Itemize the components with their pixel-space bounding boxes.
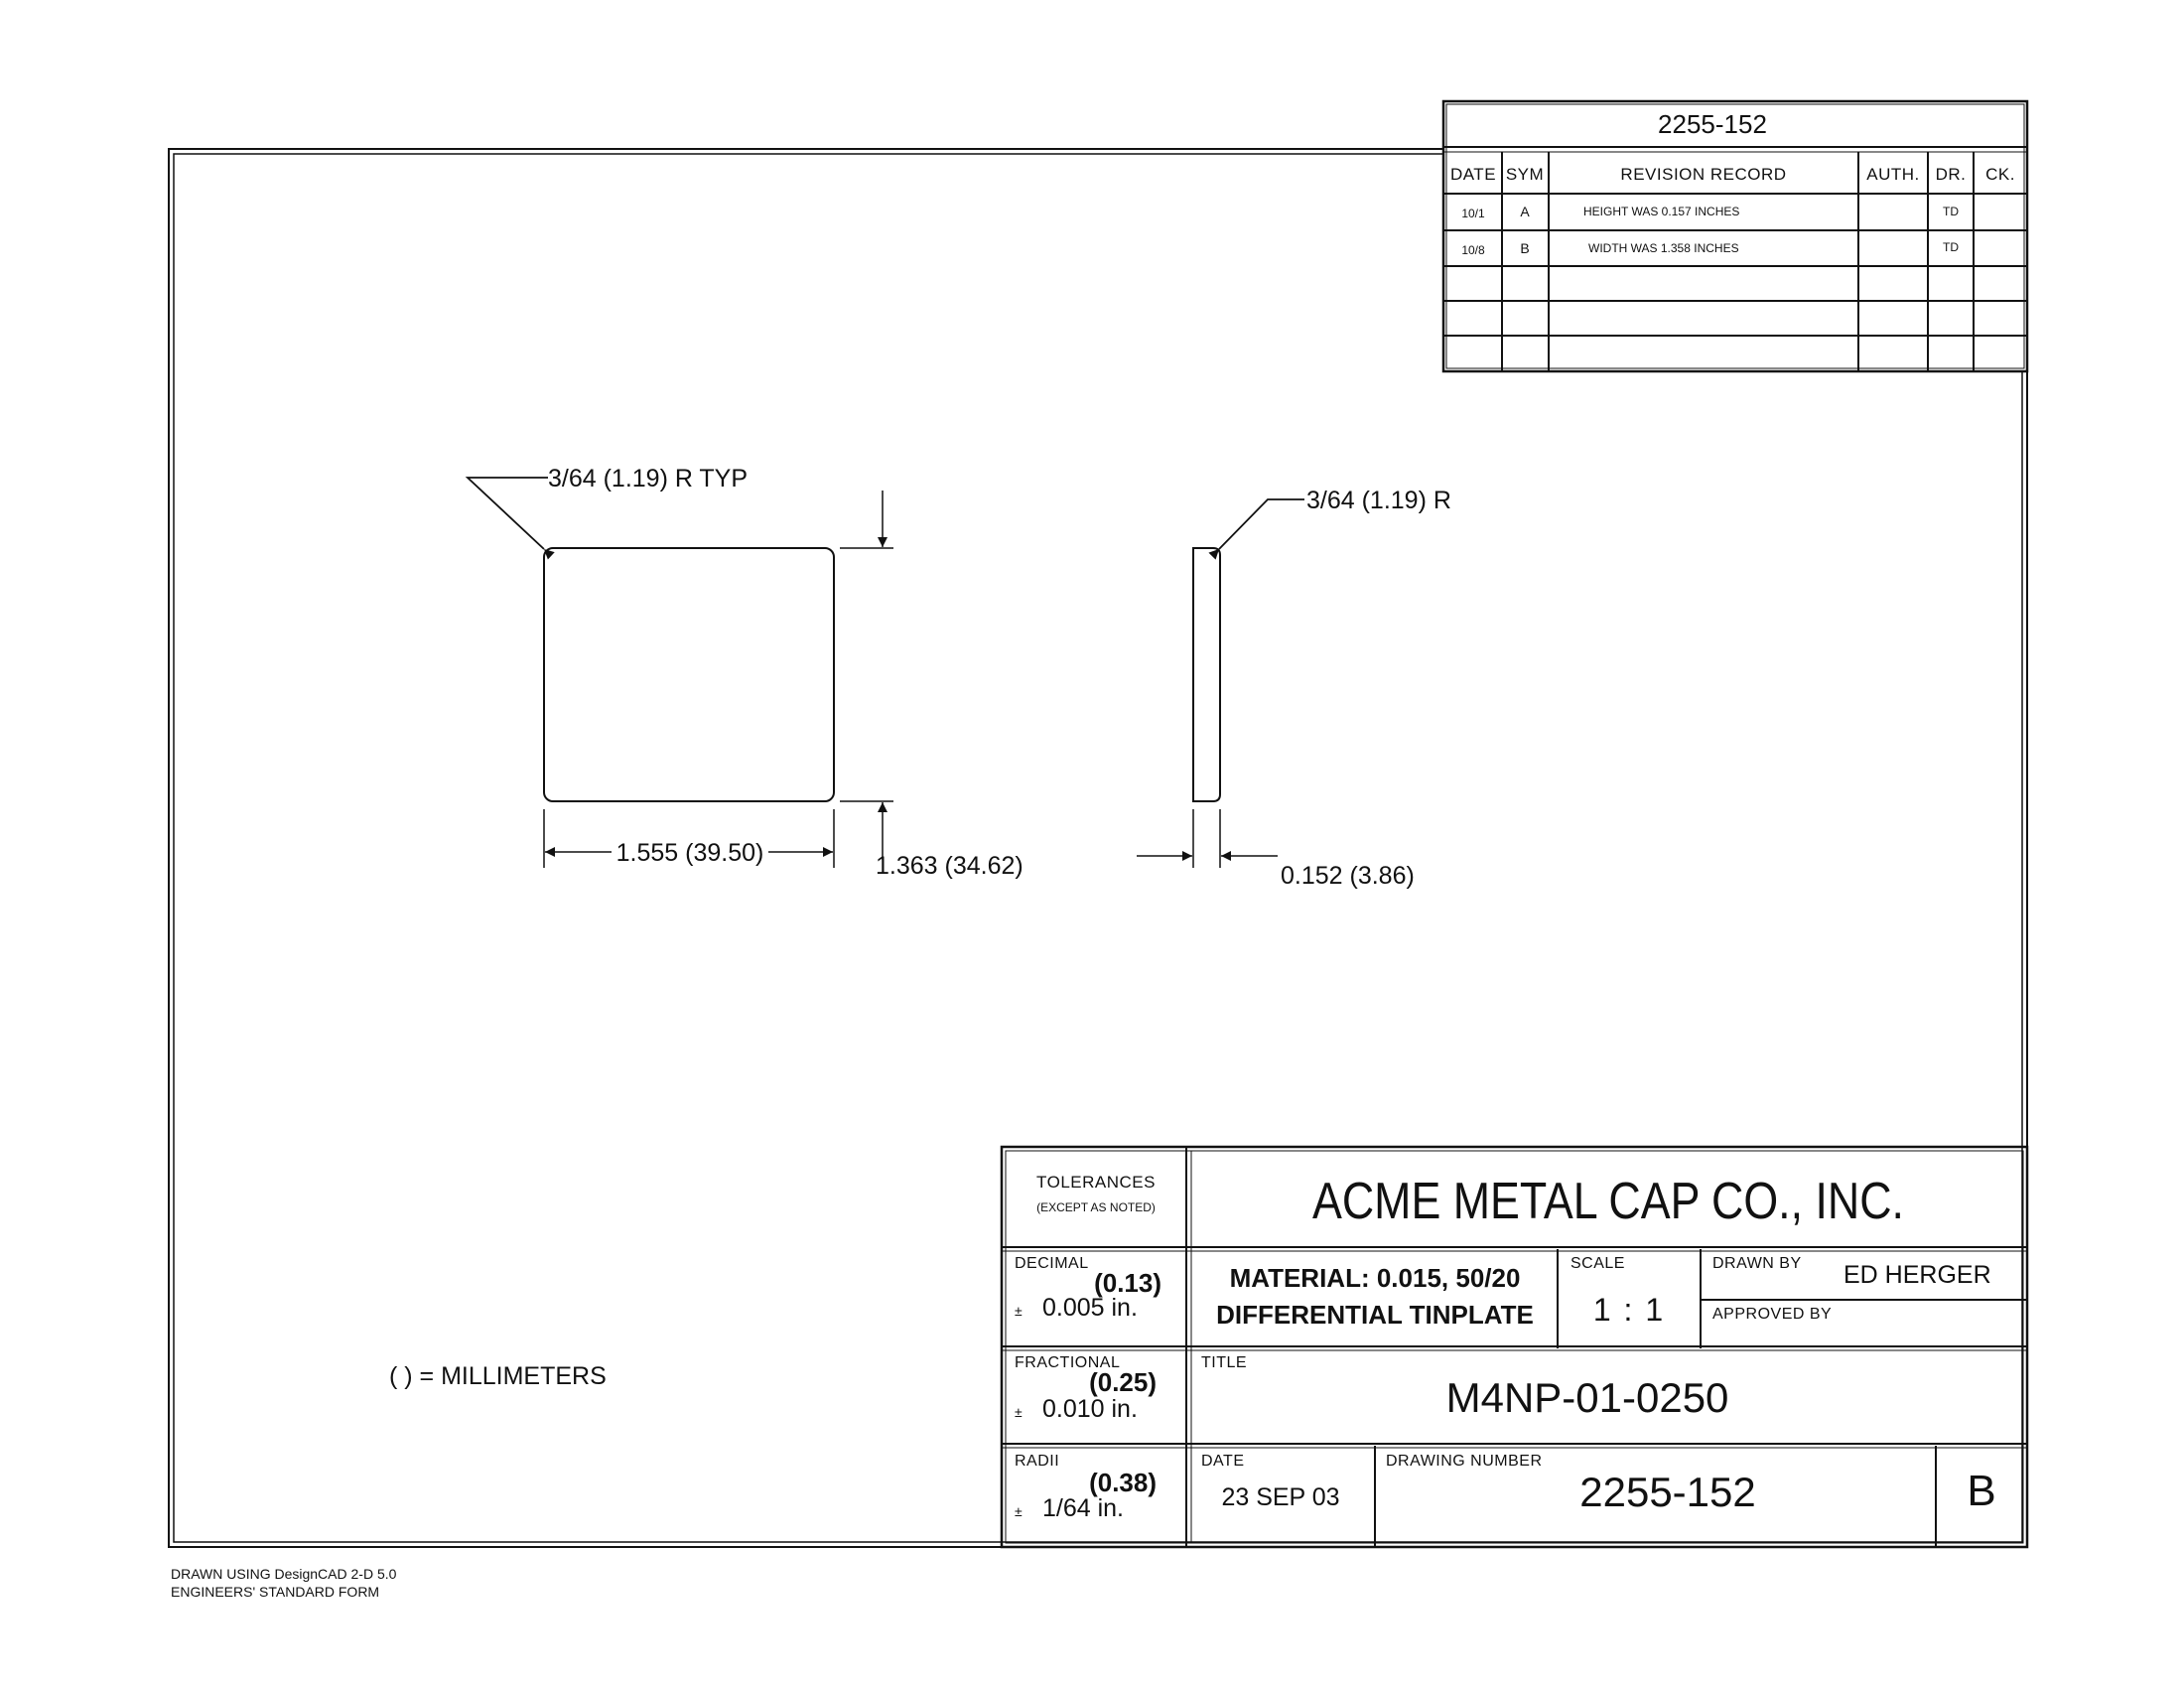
rev-row-dr: TD — [1943, 240, 1959, 254]
material-line-1: MATERIAL: 0.015, 50/20 — [1229, 1263, 1521, 1293]
decimal-label: DECIMAL — [1015, 1255, 1089, 1272]
radii-mm: (0.38) — [1089, 1468, 1157, 1497]
rev-row-sym: A — [1520, 204, 1530, 219]
revision-block — [1443, 101, 2027, 371]
corner-radius-typ-label: 3/64 (1.19) R TYP — [548, 465, 749, 492]
thickness-dimension-label: 0.152 (3.86) — [1281, 862, 1415, 890]
scale-label: SCALE — [1570, 1255, 1625, 1272]
rev-row-record: WIDTH WAS 1.358 INCHES — [1588, 241, 1739, 255]
rev-header-record: REVISION RECORD — [1620, 165, 1787, 184]
radii-plus-minus: ± — [1015, 1503, 1023, 1519]
date-label: DATE — [1201, 1453, 1245, 1470]
radii-label: RADII — [1015, 1453, 1060, 1470]
height-dimension-label: 1.363 (34.62) — [876, 852, 1024, 880]
fractional-value: 0.010 in. — [1042, 1395, 1138, 1423]
units-note: ( ) = MILLIMETERS — [389, 1362, 607, 1390]
rev-header-auth: AUTH. — [1866, 165, 1920, 184]
drawn-by-value: ED HERGER — [1843, 1261, 1991, 1289]
rev-header-date: DATE — [1449, 165, 1497, 184]
rev-header-dr: DR. — [1935, 165, 1967, 184]
revision-block-number: 2255-152 — [1658, 109, 1767, 139]
rev-row-date: 10/8 — [1461, 243, 1485, 257]
footer-line-1: DRAWN USING DesignCAD 2-D 5.0 — [171, 1566, 397, 1582]
title-block — [1002, 1147, 2027, 1547]
scale-value: 1 : 1 — [1592, 1292, 1666, 1328]
title-label: TITLE — [1201, 1354, 1248, 1371]
side-view — [1193, 548, 1220, 801]
width-dimension — [544, 809, 834, 868]
fractional-plus-minus: ± — [1015, 1404, 1023, 1420]
rev-row-dr: TD — [1943, 205, 1959, 218]
footer-line-2: ENGINEERS' STANDARD FORM — [171, 1584, 380, 1600]
rev-row-record: HEIGHT WAS 0.157 INCHES — [1583, 205, 1740, 218]
approved-by-label: APPROVED BY — [1712, 1306, 1833, 1323]
decimal-plus-minus: ± — [1015, 1303, 1023, 1319]
rev-row-sym: B — [1520, 240, 1530, 256]
drawn-by-label: DRAWN BY — [1712, 1255, 1802, 1272]
rev-header-ck: CK. — [1985, 165, 2015, 184]
footer-notes — [171, 1566, 397, 1600]
thickness-dimension — [1137, 809, 1415, 890]
tolerances-label: TOLERANCES — [1036, 1173, 1156, 1192]
radii-value: 1/64 in. — [1042, 1494, 1125, 1522]
height-dimension — [840, 491, 1024, 880]
decimal-mm: (0.13) — [1094, 1268, 1161, 1298]
tolerances-note: (EXCEPT AS NOTED) — [1036, 1200, 1156, 1214]
corner-radius-label: 3/64 (1.19) R — [1306, 487, 1451, 514]
corner-radius-typ-callout — [468, 465, 748, 549]
fractional-mm: (0.25) — [1089, 1367, 1157, 1397]
company-name: ACME METAL CAP CO., INC. — [1312, 1173, 1904, 1230]
rev-header-sym: SYM — [1505, 165, 1545, 184]
date-value: 23 SEP 03 — [1221, 1483, 1340, 1511]
width-dimension-label: 1.555 (39.50) — [615, 839, 764, 867]
corner-radius-callout — [1219, 487, 1451, 549]
revision-letter: B — [1967, 1467, 1996, 1515]
decimal-value: 0.005 in. — [1042, 1294, 1138, 1322]
title-value: M4NP-01-0250 — [1445, 1374, 1729, 1421]
fractional-label: FRACTIONAL — [1015, 1354, 1121, 1371]
rev-row-date: 10/1 — [1461, 207, 1485, 220]
drawing-number-label: DRAWING NUMBER — [1386, 1453, 1543, 1470]
front-view — [544, 548, 834, 801]
material-line-2: DIFFERENTIAL TINPLATE — [1216, 1300, 1534, 1330]
drawing-number-value: 2255-152 — [1579, 1469, 1756, 1515]
